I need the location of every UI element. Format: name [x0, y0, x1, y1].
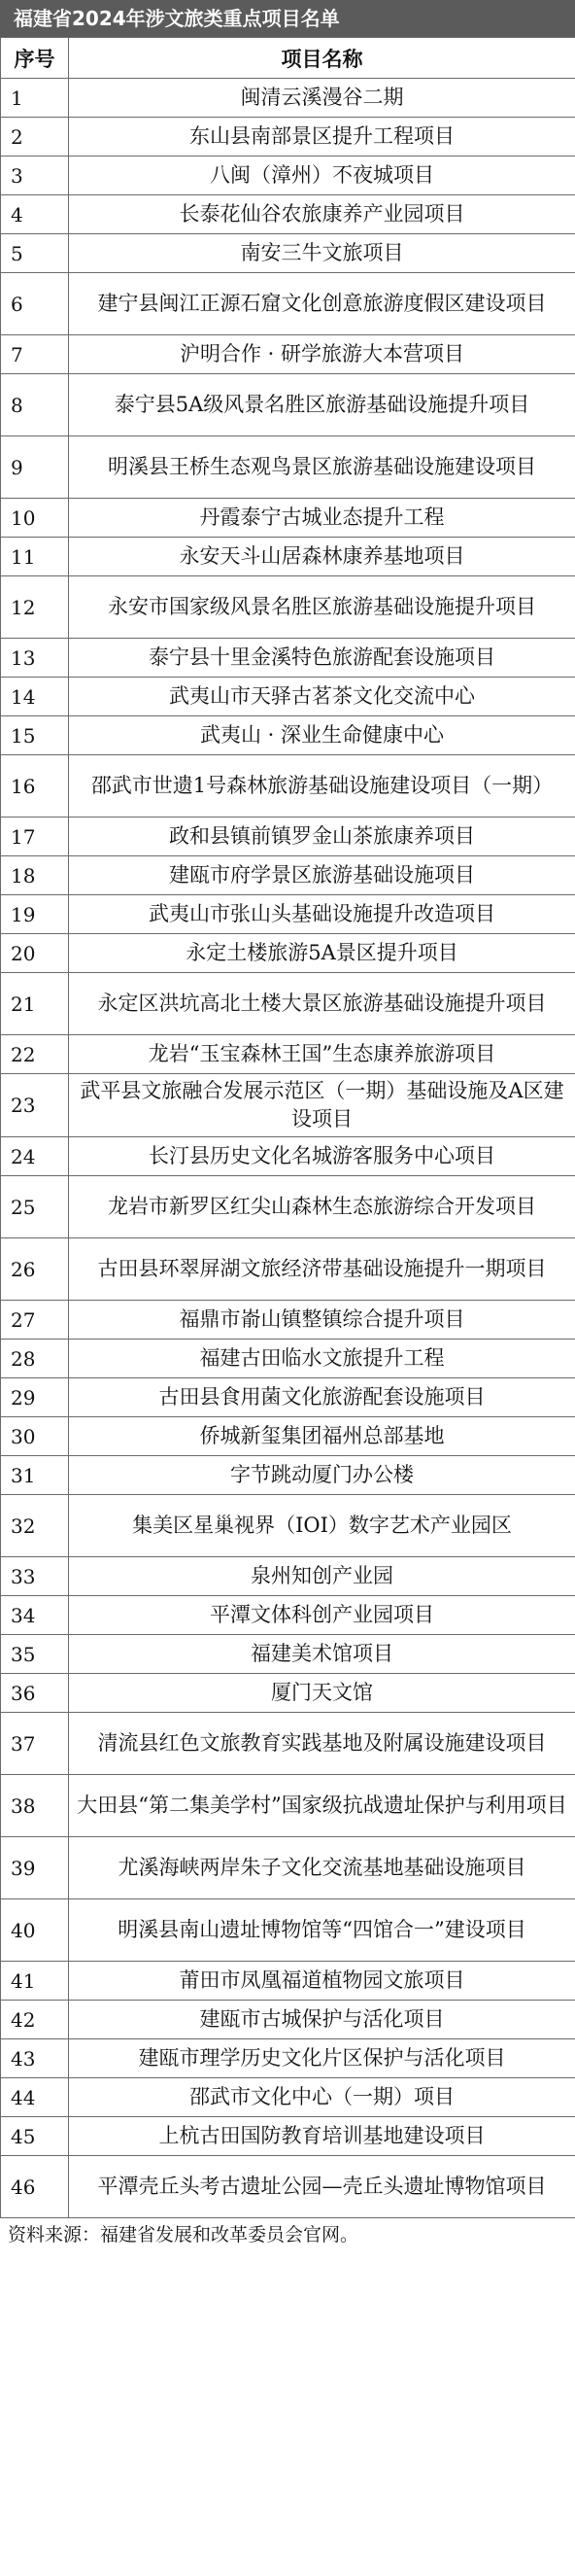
table-row: [1, 118, 575, 157]
table-row: [1, 2117, 575, 2156]
row-index: 17: [1, 818, 69, 856]
row-project-name: 大田县“第二集美学村”国家级抗战遗址保护与利用项目: [69, 1775, 575, 1837]
row-index: 9: [1, 436, 69, 499]
table-row: [1, 234, 575, 273]
row-project-name: 龙岩市新罗区红尖山森林生态旅游综合开发项目: [69, 1176, 575, 1238]
table-row: [1, 1495, 575, 1557]
row-index: 42: [1, 2001, 69, 2039]
row-project-name: 清流县红色文旅教育实践基地及附属设施建设项目: [69, 1713, 575, 1775]
row-index: 27: [1, 1301, 69, 1340]
row-project-name: 武平县文旅融合发展示范区（一期）基础设施及A区建设项目: [69, 1074, 575, 1137]
row-index: 5: [1, 234, 69, 273]
row-index: 36: [1, 1674, 69, 1713]
row-index: 21: [1, 973, 69, 1035]
row-index: 31: [1, 1456, 69, 1495]
table-row: [1, 934, 575, 973]
table-row: [1, 195, 575, 234]
row-project-name: 古田县食用菌文化旅游配套设施项目: [69, 1378, 575, 1417]
row-index: 18: [1, 856, 69, 895]
row-project-name: 福鼎市嵛山镇整镇综合提升项目: [69, 1301, 575, 1340]
row-project-name: 沪明合作 · 研学旅游大本营项目: [69, 335, 575, 374]
row-project-name: 字节跳动厦门办公楼: [69, 1456, 575, 1495]
source-note: 资料来源：福建省发展和改革委员会官网。: [8, 2224, 359, 2245]
row-project-name: 邵武市文化中心（一期）项目: [69, 2078, 575, 2117]
row-project-name: 闽清云溪漫谷二期: [69, 79, 575, 118]
row-project-name: 平潭文体科创产业园项目: [69, 1596, 575, 1635]
row-index: 16: [1, 755, 69, 818]
table-row: [1, 1074, 575, 1137]
table-body: [1, 79, 575, 2218]
row-project-name: 泰宁县5A级风景名胜区旅游基础设施提升项目: [69, 374, 575, 436]
table-row: [1, 1635, 575, 1674]
table-row: [1, 157, 575, 195]
row-project-name: 八闽（漳州）不夜城项目: [69, 157, 575, 195]
table-row: [1, 2001, 575, 2039]
table-row: [1, 716, 575, 755]
row-project-name: 莆田市凤凰福道植物园文旅项目: [69, 1962, 575, 2001]
table-row: [1, 1340, 575, 1378]
table-row: [1, 1596, 575, 1635]
row-index: 32: [1, 1495, 69, 1557]
row-project-name: 龙岩“玉宝森林王国”生态康养旅游项目: [69, 1035, 575, 1074]
table-row: [1, 639, 575, 678]
table-row: [1, 1035, 575, 1074]
row-index: 43: [1, 2039, 69, 2078]
table-row: [1, 538, 575, 576]
row-index: 14: [1, 678, 69, 716]
table-row: [1, 856, 575, 895]
row-index: 25: [1, 1176, 69, 1238]
row-index: 24: [1, 1137, 69, 1176]
row-index: 11: [1, 538, 69, 576]
row-index: 1: [1, 79, 69, 118]
row-project-name: 长汀县历史文化名城游客服务中心项目: [69, 1137, 575, 1176]
row-project-name: 建瓯市理学历史文化片区保护与活化项目: [69, 2039, 575, 2078]
row-project-name: 永定区洪坑高北土楼大景区旅游基础设施提升项目: [69, 973, 575, 1035]
row-index: 41: [1, 1962, 69, 2001]
row-project-name: 南安三牛文旅项目: [69, 234, 575, 273]
row-index: 13: [1, 639, 69, 678]
table-row: [1, 79, 575, 118]
table-row: [1, 818, 575, 856]
table-row: [1, 436, 575, 499]
table-row: [1, 1713, 575, 1775]
table-row: [1, 895, 575, 934]
row-index: 39: [1, 1837, 69, 1899]
row-project-name: 泉州知创产业园: [69, 1557, 575, 1596]
table-row: [1, 1417, 575, 1456]
row-index: 15: [1, 716, 69, 755]
table-row: [1, 335, 575, 374]
table-row: [1, 1962, 575, 2001]
row-index: 28: [1, 1340, 69, 1378]
table-row: [1, 2156, 575, 2218]
table-row: [1, 1238, 575, 1301]
row-project-name: 古田县环翠屏湖文旅经济带基础设施提升一期项目: [69, 1238, 575, 1301]
row-index: 35: [1, 1635, 69, 1674]
row-index: 4: [1, 195, 69, 234]
table-row: [1, 374, 575, 436]
table-row: [1, 678, 575, 716]
row-project-name: 建瓯市府学景区旅游基础设施项目: [69, 856, 575, 895]
row-index: 7: [1, 335, 69, 374]
table-row: [1, 1557, 575, 1596]
table-row: [1, 1378, 575, 1417]
row-index: 2: [1, 118, 69, 157]
row-project-name: 明溪县南山遗址博物馆等“四馆合一”建设项目: [69, 1899, 575, 1962]
row-project-name: 永定土楼旅游5A景区提升项目: [69, 934, 575, 973]
header-name: 项目名称: [69, 38, 575, 79]
table-row: [1, 1301, 575, 1340]
row-index: 40: [1, 1899, 69, 1962]
row-index: 8: [1, 374, 69, 436]
header-index: 序号: [1, 38, 69, 79]
row-project-name: 武夷山市天驿古茗茶文化交流中心: [69, 678, 575, 716]
row-project-name: 东山县南部景区提升工程项目: [69, 118, 575, 157]
table-row: [1, 2078, 575, 2117]
table-row: [1, 576, 575, 639]
row-project-name: 建宁县闽江正源石窟文化创意旅游度假区建设项目: [69, 273, 575, 335]
row-index: 6: [1, 273, 69, 335]
row-index: 30: [1, 1417, 69, 1456]
row-index: 45: [1, 2117, 69, 2156]
table-row: [1, 1775, 575, 1837]
row-index: 44: [1, 2078, 69, 2117]
row-project-name: 永安天斗山居森林康养基地项目: [69, 538, 575, 576]
table-row: [1, 973, 575, 1035]
row-index: 33: [1, 1557, 69, 1596]
project-table: [0, 37, 575, 2218]
row-index: 23: [1, 1074, 69, 1137]
table-header-row: [1, 38, 575, 79]
row-index: 46: [1, 2156, 69, 2218]
row-project-name: 丹霞泰宁古城业态提升工程: [69, 499, 575, 538]
row-index: 26: [1, 1238, 69, 1301]
table-row: [1, 1899, 575, 1962]
table-row: [1, 1137, 575, 1176]
row-project-name: 泰宁县十里金溪特色旅游配套设施项目: [69, 639, 575, 678]
table-row: [1, 273, 575, 335]
row-project-name: 永安市国家级风景名胜区旅游基础设施提升项目: [69, 576, 575, 639]
row-index: 38: [1, 1775, 69, 1837]
row-index: 10: [1, 499, 69, 538]
row-index: 3: [1, 157, 69, 195]
row-project-name: 上杭古田国防教育培训基地建设项目: [69, 2117, 575, 2156]
row-project-name: 尤溪海峡两岸朱子文化交流基地基础设施项目: [69, 1837, 575, 1899]
row-project-name: 明溪县王桥生态观鸟景区旅游基础设施建设项目: [69, 436, 575, 499]
row-index: 20: [1, 934, 69, 973]
row-index: 34: [1, 1596, 69, 1635]
table-row: [1, 1456, 575, 1495]
row-index: 12: [1, 576, 69, 639]
row-project-name: 政和县镇前镇罗金山茶旅康养项目: [69, 818, 575, 856]
table-row: [1, 1837, 575, 1899]
document-title: 福建省2024年涉文旅类重点项目名单: [0, 0, 575, 37]
row-project-name: 长泰花仙谷农旅康养产业园项目: [69, 195, 575, 234]
row-project-name: 邵武市世遗1号森林旅游基础设施建设项目（一期）: [69, 755, 575, 818]
row-project-name: 厦门天文馆: [69, 1674, 575, 1713]
row-project-name: 集美区星巢视界（IOI）数字艺术产业园区: [69, 1495, 575, 1557]
row-project-name: 武夷山 · 深业生命健康中心: [69, 716, 575, 755]
row-project-name: 福建古田临水文旅提升工程: [69, 1340, 575, 1378]
row-project-name: 武夷山市张山头基础设施提升改造项目: [69, 895, 575, 934]
table-row: [1, 1176, 575, 1238]
table-row: [1, 2039, 575, 2078]
row-index: 29: [1, 1378, 69, 1417]
row-project-name: 建瓯市古城保护与活化项目: [69, 2001, 575, 2039]
table-row: [1, 1674, 575, 1713]
row-index: 19: [1, 895, 69, 934]
row-index: 37: [1, 1713, 69, 1775]
row-project-name: 福建美术馆项目: [69, 1635, 575, 1674]
table-row: [1, 755, 575, 818]
row-project-name: 侨城新玺集团福州总部基地: [69, 1417, 575, 1456]
row-project-name: 平潭壳丘头考古遗址公园—壳丘头遗址博物馆项目: [69, 2156, 575, 2218]
table-row: [1, 499, 575, 538]
row-index: 22: [1, 1035, 69, 1074]
